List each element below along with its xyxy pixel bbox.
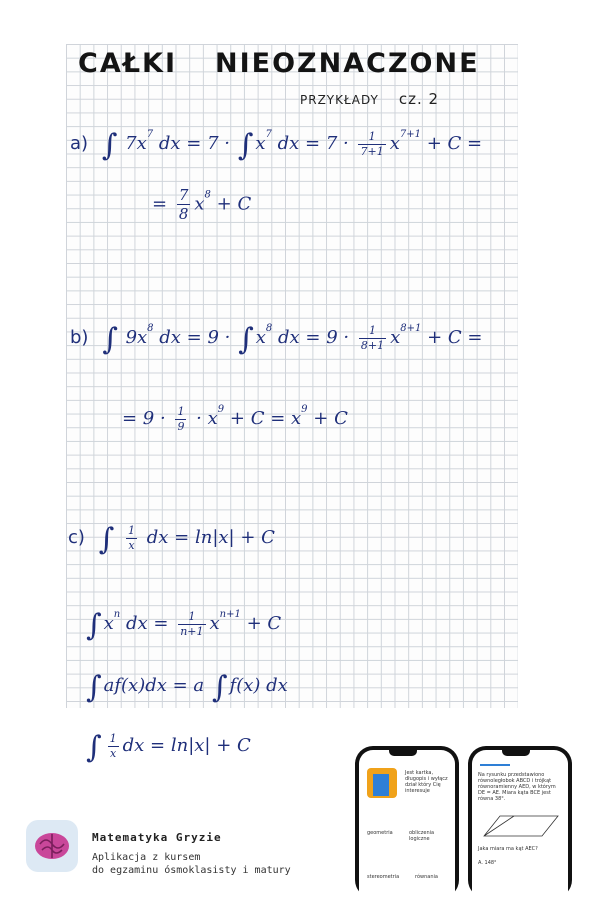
exponent: 9 [217,404,225,415]
fraction-numerator: 1 [177,404,185,418]
example-a-label: a) [70,133,89,154]
term: x [255,327,266,348]
phone1-item-3[interactable]: stereometria [367,874,400,880]
term: = [152,193,168,215]
title-word-2: NIEOZNACZONE [215,48,480,79]
parallelogram-diagram [480,812,562,840]
phone2-question: Na rysunku przedstawiono równoległobok ABCD i trójkąt równoramienny AED, w którym DE = AE. Miara kąta BCE jest równa 38°. [478,772,556,802]
integral-sign: ∫ [102,322,118,357]
term: 7x [125,133,147,154]
fraction-numerator: 1 [358,130,385,145]
example-c-label: c) [68,527,85,548]
subtitle-label: PRZYKŁADY [300,93,379,107]
term: x [389,133,400,154]
term: dx = ln|x| + C [122,735,251,756]
fraction-denominator: x [128,538,135,552]
phone1-item-1[interactable]: geometria [367,830,393,836]
term: + C [246,613,282,634]
exponent: 8 [147,323,154,334]
brand-tagline: Aplikacja z kursem do egzaminu ósmoklasisty i matury [92,852,291,876]
term: x [209,613,220,634]
exponent: 7+1 [399,129,421,140]
fraction-denominator: 7+1 [360,144,384,158]
exponent: 9 [301,404,308,415]
formula-power-rule [84,608,281,643]
exponent: 8 [204,189,211,201]
fraction-denominator: 8+1 [360,338,385,352]
phone2-option-a[interactable]: A. 148° [478,860,497,866]
term: + C [313,408,348,429]
phone1-prompt: Jest kartka, długopis i wyłącz dział który Cię interesuje [405,770,448,794]
integral-sign: ∫ [211,670,228,705]
example-a-line-2 [152,186,251,223]
term: x [390,327,401,348]
term: dx = 9 · [159,327,231,348]
integral-sign: ∫ [101,128,118,163]
term: dx = 9 · [278,327,350,348]
exponent: 7 [146,129,154,140]
fraction-numerator: 1 [178,610,205,625]
fraction [177,186,191,223]
term: af(x)dx = a [103,675,205,696]
exponent: 8+1 [400,323,422,334]
term: dx = 7 · [158,133,230,154]
term: x [103,613,114,634]
fraction-denominator: x [110,746,117,760]
term: dx = [125,613,169,634]
term: + C = [427,327,483,348]
example-a-line-1 [70,128,482,163]
exponent: 7 [265,129,272,140]
page-subtitle [300,90,439,108]
fraction-numerator: 1 [128,523,136,537]
fraction [108,732,119,761]
fraction-denominator: 9 [177,419,185,433]
example-b-line-2 [122,404,348,434]
fraction [126,524,137,553]
phone-screen [472,750,568,898]
fraction-denominator: n+1 [180,624,204,638]
exponent: n+1 [219,609,241,620]
brain-icon [26,820,78,872]
integral-sign: ∫ [98,522,115,557]
fraction-denominator: 8 [178,205,189,223]
title-word-1: CAŁKI [78,48,178,79]
fraction-numerator: 7 [178,186,189,204]
exponent: n [113,609,121,620]
term: f(x) dx [229,675,288,696]
phone-screen [359,750,455,898]
term: + C = [426,133,483,154]
brand-name: Matematyka Gryzie [92,831,222,844]
example-b-label: b) [70,327,89,348]
page-title [78,48,480,79]
integral-sign: ∫ [237,128,254,163]
fraction [358,130,385,159]
phone-notch [502,750,530,756]
example-b-line-1 [70,322,482,357]
phone1-item-2[interactable]: obliczenia logiczne [409,830,435,842]
term: + C [216,193,252,215]
integral-sign: ∫ [86,730,102,765]
term: = 9 · [122,408,166,429]
term: x [255,133,266,154]
phone-mockup-2 [468,746,572,898]
fraction-numerator: 1 [359,324,386,339]
tablet-icon [373,774,389,796]
term: dx = 7 · [277,133,349,154]
fraction-numerator: 1 [109,731,117,745]
exponent: 8 [265,323,273,334]
phone2-question-2: Jaka miara ma kąt AEC? [478,846,538,852]
progress-bar [480,764,510,766]
integral-sign: ∫ [86,608,102,643]
term: x [194,193,205,215]
integral-sign: ∫ [238,322,254,357]
fraction [178,610,205,639]
term: + C = x [229,408,302,429]
phone-mockup-1 [355,746,459,898]
formula-reciprocal-rule [84,730,251,765]
fraction [359,324,386,353]
term: dx = ln|x| + C [146,527,275,548]
term: 9x [125,327,148,348]
formula-constant-rule [84,670,288,705]
integral-sign: ∫ [86,670,102,705]
term: · x [196,408,218,429]
example-c-line-1 [68,522,275,557]
phone1-item-4[interactable]: równania [415,874,438,880]
fraction [175,405,186,434]
phone-notch [389,750,417,756]
subtitle-page: cz. 2 [398,90,440,108]
